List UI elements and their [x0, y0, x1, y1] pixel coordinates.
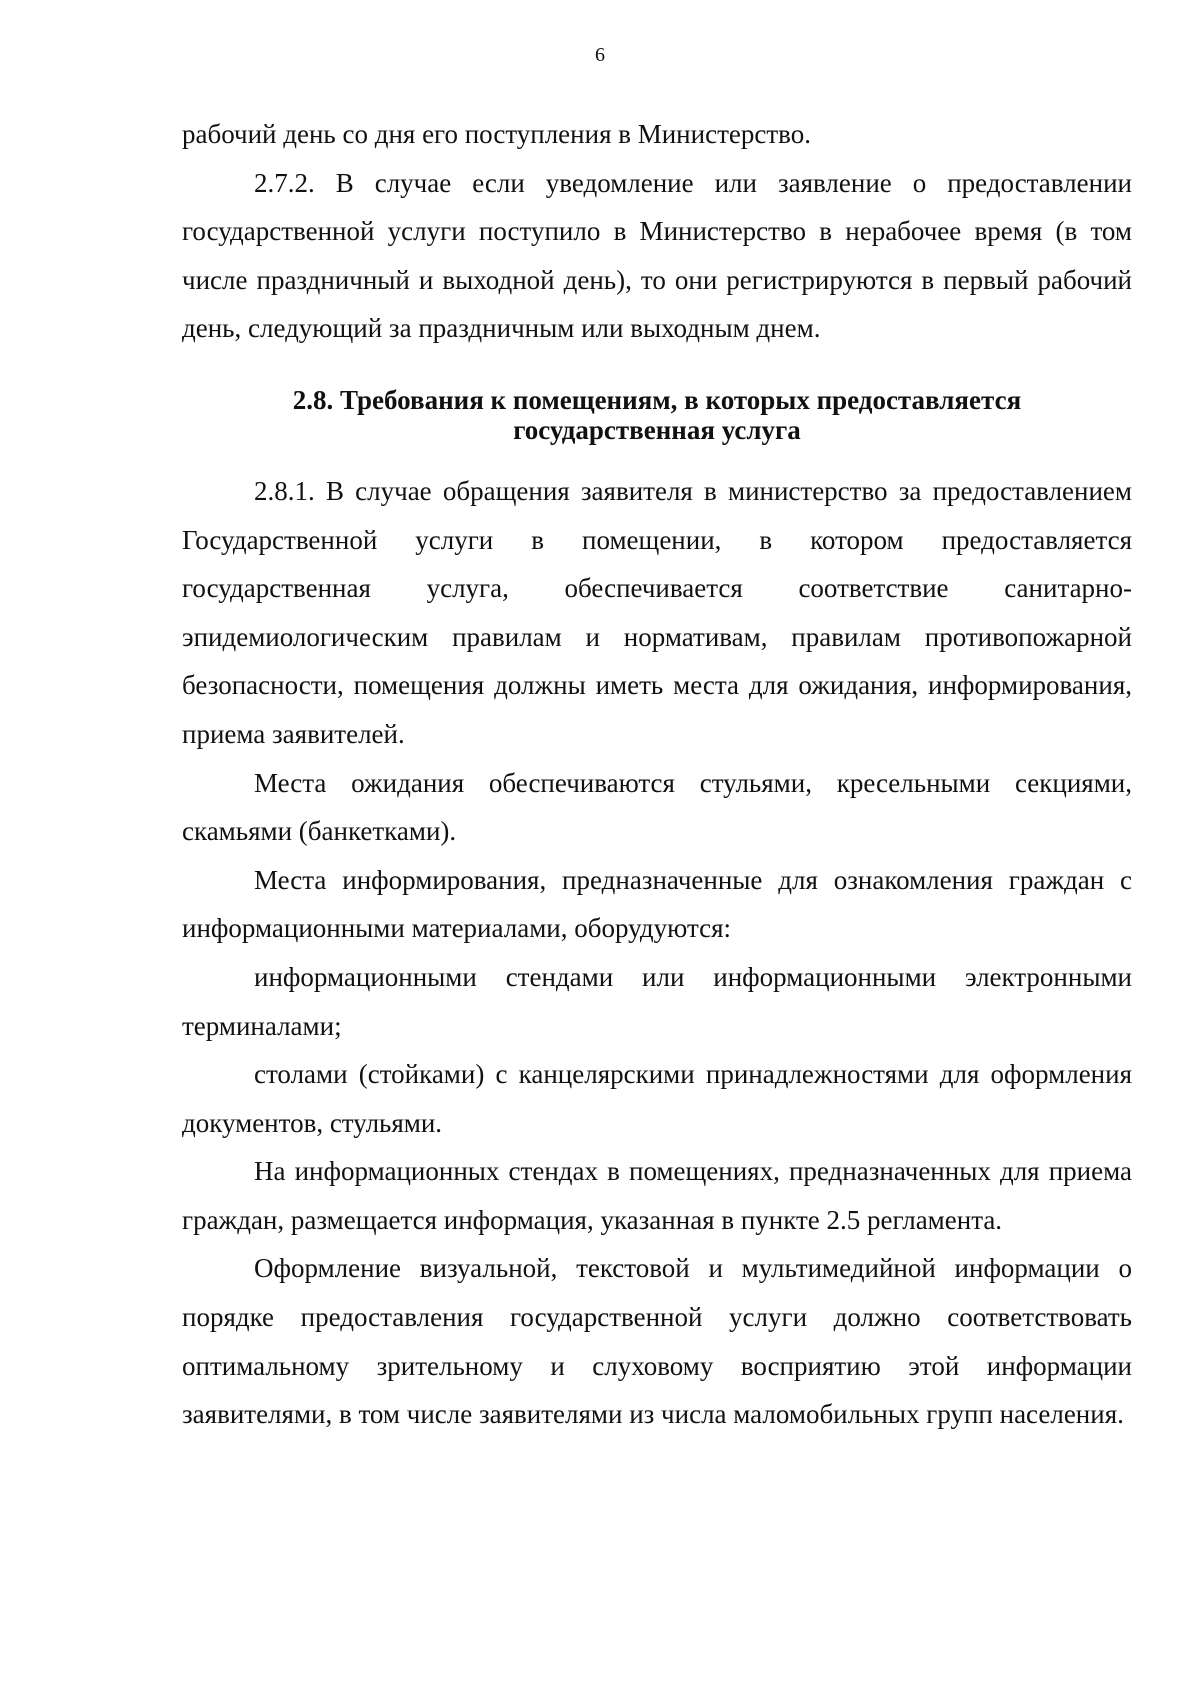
paragraph-information-places: Места информирования, предназначенные для ознакомления граждан с информационными материалами, оборудуются:: [182, 864, 1132, 944]
section-heading-line-2: государственная услуга: [513, 414, 801, 445]
paragraph-continuation: рабочий день со дня его поступления в Министерство.: [182, 119, 811, 149]
section-heading-2-8: [182, 385, 1132, 445]
paragraph-visual-information: Оформление визуальной, текстовой и мультимедийной информации о порядке предоставления государственной услуги должно соответствовать оптимальному зрительному и слуховому восприятию этой информации заявителями, в том числе заявителями из числа маломобильных групп населения.: [182, 1253, 1132, 1430]
paragraph-waiting-places: Места ожидания обеспечиваются стульями, кресельными секциями, скамьями (банкетками).: [182, 767, 1132, 847]
section-heading-line-1: 2.8. Требования к помещениям, в которых предоставляется: [292, 384, 1022, 415]
paragraph-tables: столами (стойками) с канцелярскими принадлежностями для оформления документов, стульями.: [182, 1059, 1132, 1138]
document-body: [182, 110, 1132, 1439]
page-number: 6: [595, 44, 605, 66]
paragraph-2-8-1: 2.8.1. В случае обращения заявителя в министерство за предоставлением Государственной услуги в помещении, в котором предоставляется государственная услуга, обеспечивается соответствие санитарно-эпидемиологическим правилам и нормативам, правилам противопожарной безопасности, помещения должны иметь места для ожидания, информирования, приема заявителей.: [182, 475, 1132, 749]
paragraph-stand-content: На информационных стендах в помещениях, предназначенных для приема граждан, размещается информация, указанная в пункте 2.5 регламента.: [182, 1156, 1132, 1235]
paragraph-information-stands: информационными стендами или информационными электронными терминалами;: [182, 961, 1132, 1041]
paragraph-2-7-2: 2.7.2. В случае если уведомление или заявление о предоставлении государственной услуги поступило в Министерство в нерабочее время (в том числе праздничный и выходной день), то они регистрируются в первый рабочий день, следующий за праздничным или выходным днем.: [182, 167, 1132, 344]
